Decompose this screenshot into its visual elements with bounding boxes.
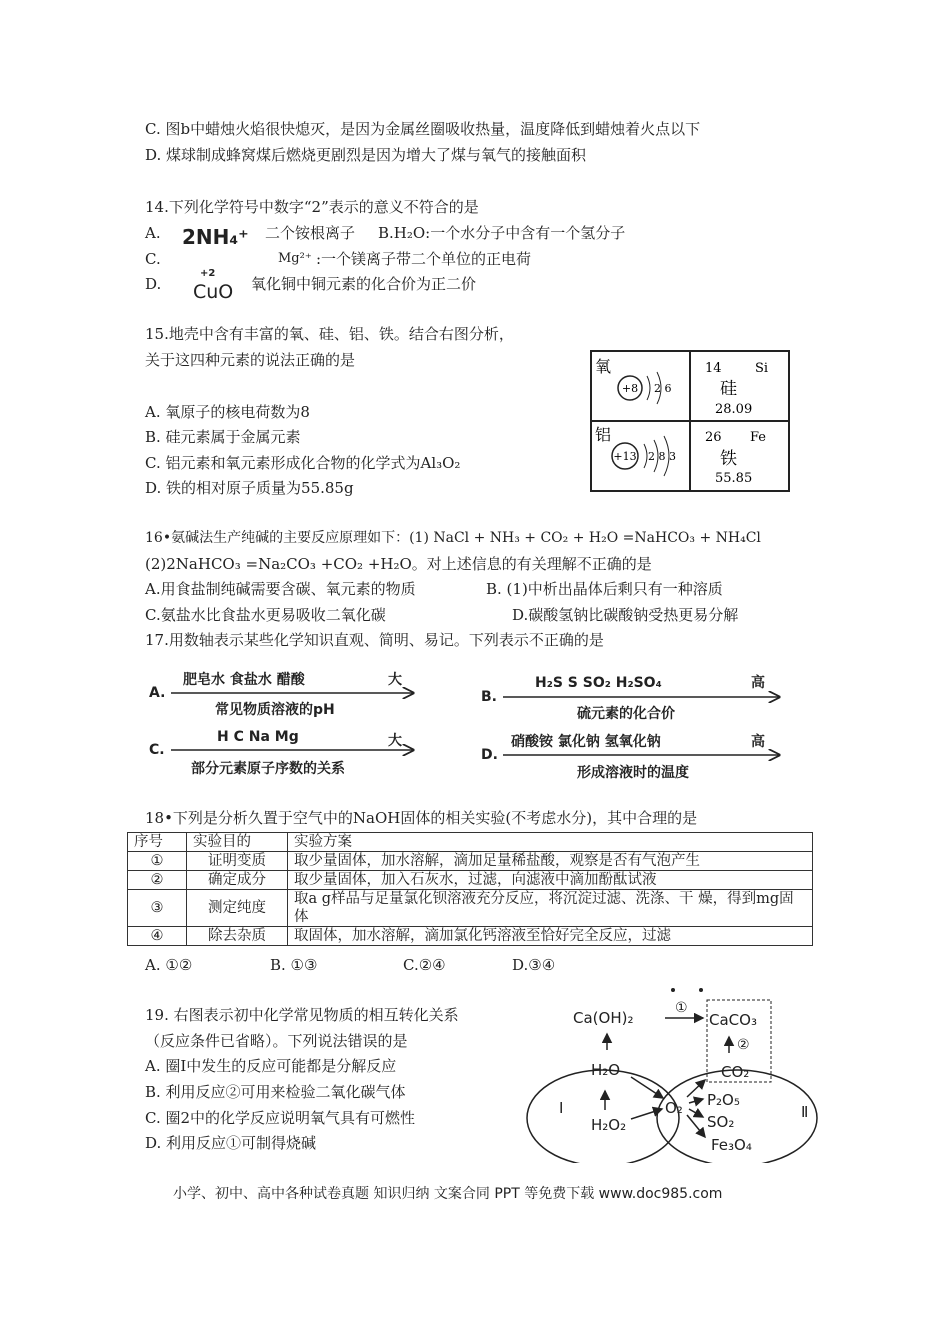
table-cell: 取a g样品与足量氯化钡溶液充分反应，将沉淀过滤、洗涤、干 燥，得到mg固体	[288, 890, 813, 927]
q14-c-label: C.	[145, 250, 161, 268]
q17-a-bottom: 常见物质溶液的pH	[215, 702, 335, 718]
q15-option-d: D. 铁的相对原子质量为55.85g	[145, 479, 354, 497]
table-cell: 证明变质	[187, 852, 288, 871]
header-cell: 实验方案	[288, 833, 813, 852]
q17-a-label: A.	[149, 685, 166, 701]
table-cell: 取少量固体，加入石灰水，过滤，向滤液中滴加酚酞试液	[288, 871, 813, 890]
fig-so2: SO₂	[707, 1113, 735, 1131]
fig-si-sym: Si	[755, 361, 769, 376]
q17-b-end: 高	[751, 675, 765, 691]
fig-r1: ①	[675, 1000, 688, 1016]
table-row	[128, 890, 813, 927]
q18-option-a: A. ①②	[145, 956, 193, 974]
q15-option-b: B. 硅元素属于金属元素	[145, 428, 301, 446]
table-cell: 除去杂质	[187, 927, 288, 946]
q17-a-end: 大	[388, 672, 402, 688]
q17-b-top: H₂S S SO₂ H₂SO₄	[535, 675, 662, 691]
q13-option-d: D. 煤球制成蜂窝煤后燃烧更剧烈是因为增大了煤与氧气的接触面积	[145, 146, 587, 164]
q15-option-c: C. 铝元素和氧元素形成化合物的化学式为Al₃O₂	[145, 454, 461, 472]
fig-r2: ②	[737, 1037, 750, 1053]
fig-fe-mass: 55.85	[715, 471, 753, 486]
q14-a-text: 二个铵根离子	[265, 224, 356, 242]
q15-stem-1: 15.地壳中含有丰富的氧、硅、铝、铁。结合右图分析，	[145, 325, 514, 343]
fig-si-num: 14	[705, 361, 722, 376]
q19-stem-2: （反应条件已省略）。下列说法错误的是	[145, 1032, 408, 1050]
table-cell: 取固体，加水溶解，滴加氯化钙溶液至恰好完全反应，过滤	[288, 927, 813, 946]
fig-o2: O₂	[665, 1099, 683, 1117]
fig-caoh2: Ca(OH)₂	[573, 1009, 634, 1027]
q14-d-text: 氧化铜中铜元素的化合价为正二价	[251, 275, 477, 293]
q15-element-figure	[590, 350, 790, 492]
fig-o-nucleus: +8	[621, 382, 639, 395]
q19-option-b: B. 利用反应②可用来检验二氧化碳气体	[145, 1083, 406, 1101]
q13-option-c: C. 图b中蜡烛火焰很快熄灭，是因为金属丝圈吸收热量，温度降低到蜡烛着火点以下	[145, 120, 701, 138]
q17-d-bottom: 形成溶液时的温度	[577, 765, 689, 781]
q17-c-bottom: 部分元素原子序数的关系	[191, 761, 345, 777]
fig-caco3: CaCO₃	[709, 1011, 757, 1029]
fig-si-name: 硅	[720, 379, 737, 399]
q16-line-1: 16•氨碱法生产纯碱的主要反应原理如下：(1) NaCl + NH₃ + CO₂ + H₂O =NaHCO₃ + NH₄Cl	[145, 530, 761, 546]
table-cell: ③	[128, 890, 187, 927]
fig-fe-sym: Fe	[750, 430, 767, 445]
q16-option-d: D.碳酸氢钠比碳酸钠受热更易分解	[512, 606, 739, 624]
q18-option-d: D.③④	[512, 956, 556, 974]
table-cell: ②	[128, 871, 187, 890]
q14-d-formula: CuO	[193, 281, 234, 303]
q17-c-top: H C Na Mg	[217, 729, 299, 745]
fig-h2o2: H₂O₂	[591, 1116, 627, 1134]
fig-o-name: 氧	[595, 357, 612, 376]
q18-option-c: C.②④	[403, 956, 446, 974]
fig-si-mass: 28.09	[715, 402, 753, 417]
q17-d-end: 高	[751, 734, 765, 750]
q15-stem-2: 关于这四种元素的说法正确的是	[145, 351, 356, 369]
q15-option-a: A. 氧原子的核电荷数为8	[145, 403, 310, 421]
q19-transformation-figure	[525, 985, 825, 1163]
q17-c-end: 大	[388, 733, 402, 749]
q18-stem: 18•下列是分析久置于空气中的NaOH固体的相关实验(不考虑水分)，其中合理的是	[145, 809, 698, 827]
fig-fe-name: 铁	[720, 449, 737, 469]
table-cell: 确定成分	[187, 871, 288, 890]
q17-b-label: B.	[481, 689, 497, 705]
header-cell: 实验目的	[187, 833, 288, 852]
fig-p2o5: P₂O₅	[707, 1091, 740, 1109]
q14-d-label: D.	[145, 275, 162, 293]
q17-d-top: 硝酸铵 氯化钠 氢氧化钠	[511, 734, 661, 750]
q19-option-c: C. 圈2中的化学反应说明氧气具有可燃性	[145, 1109, 416, 1127]
fig-al-nucleus: +13	[613, 450, 637, 463]
q14-d-valence: +2	[200, 268, 216, 279]
q16-option-a: A.用食盐制纯碱需要含碳、氧元素的物质	[145, 580, 416, 598]
fig-o-shells: 2 6	[654, 382, 672, 395]
q14-stem: 14.下列化学符号中数字“2”表示的意义不符合的是	[145, 198, 479, 216]
q19-stem-1: 19. 右图表示初中化学常见物质的相互转化关系	[145, 1006, 459, 1024]
fig-co2: CO₂	[721, 1063, 750, 1081]
q18-table	[127, 832, 813, 946]
q17-b-bottom: 硫元素的化合价	[577, 706, 675, 722]
header-cell: 序号	[128, 833, 187, 852]
fig-circle-1: Ⅰ	[559, 1099, 564, 1117]
page-footer: 小学、初中、高中各种试卷真题 知识归纳 文案合同 PPT 等免费下载 www.doc985.com	[173, 1186, 723, 1202]
table-row	[128, 871, 813, 890]
fig-al-name: 铝	[595, 425, 612, 444]
q19-option-a: A. 圈Ⅰ中发生的反应可能都是分解反应	[145, 1057, 397, 1075]
table-row	[128, 852, 813, 871]
table-cell: 取少量固体，加水溶解，滴加足量稀盐酸，观察是否有气泡产生	[288, 852, 813, 871]
fig-fe-num: 26	[705, 430, 722, 445]
q16-option-c: C.氨盐水比食盐水更易吸收二氧化碳	[145, 606, 386, 624]
q14-a-label: A.	[145, 224, 161, 242]
q18-option-b: B. ①③	[270, 956, 318, 974]
q14-c-text: :一个镁离子带二个单位的正电荷	[316, 250, 532, 268]
q17-d-label: D.	[481, 747, 498, 763]
fig-circle-2: Ⅱ	[801, 1103, 809, 1121]
fig-h2o: H₂O	[591, 1061, 621, 1079]
q17-stem: 17.用数轴表示某些化学知识直观、简明、易记。下列表示不正确的是	[145, 631, 604, 649]
table-row	[128, 927, 813, 946]
table-cell: ①	[128, 852, 187, 871]
fig-al-shells: 2 8 3	[648, 450, 676, 463]
q19-option-d: D. 利用反应①可制得烧碱	[145, 1134, 317, 1152]
q17-number-lines	[145, 662, 785, 784]
q17-a-top: 肥皂水 食盐水 醋酸	[183, 672, 305, 688]
q16-option-b: B. (1)中析出晶体后剩只有一种溶质	[486, 580, 723, 598]
q16-line-2: (2)2NaHCO₃ =Na₂CO₃ +CO₂ +H₂O。对上述信息的有关理解不正确的是	[145, 555, 652, 573]
q17-c-label: C.	[149, 742, 165, 758]
table-header-row	[128, 833, 813, 852]
table-cell: ④	[128, 927, 187, 946]
q14-a-formula: 2NH₄⁺	[182, 225, 249, 249]
table-cell: 测定纯度	[187, 890, 288, 927]
q14-b-text: B.H₂O:一个水分子中含有一个氢分子	[378, 224, 626, 242]
q14-c-formula: Mg²⁺	[278, 251, 312, 266]
fig-fe3o4: Fe₃O₄	[711, 1136, 752, 1154]
